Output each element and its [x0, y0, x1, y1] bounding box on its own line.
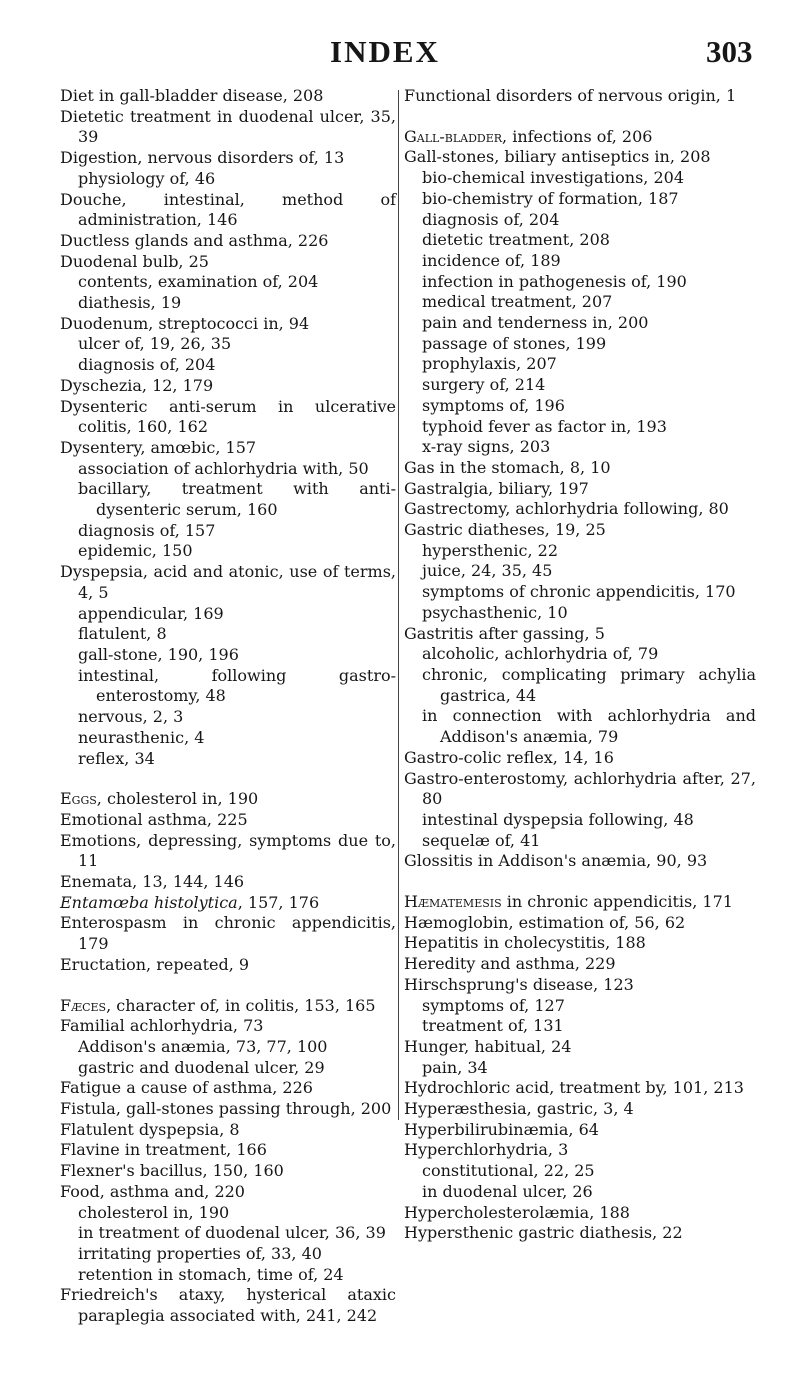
index-entry	[60, 913, 396, 954]
index-entry-text: Gastro-enterostomy, achlorhydria after, 27, 80	[404, 768, 756, 809]
index-entry-text: Glossitis in Addison's anæmia, 90, 93	[404, 851, 708, 871]
index-entry-text: Gall-stones, biliary antiseptics in, 208	[404, 147, 711, 167]
index-entry-text: gastric and duodenal ulcer, 29	[78, 1057, 325, 1077]
index-entry-text: Addison's anæmia, 73, 77, 100	[78, 1036, 328, 1056]
index-entry-text: Eructation, repeated, 9	[60, 954, 250, 974]
index-entry-text: dietetic treatment, 208	[422, 230, 610, 250]
index-entry	[60, 996, 396, 1017]
index-subentry	[404, 603, 756, 624]
index-entry	[404, 458, 756, 479]
index-entry-text: appendicular, 169	[78, 603, 224, 623]
index-entry-text: medical treatment, 207	[422, 292, 613, 312]
index-entry	[404, 975, 756, 996]
index-subentry	[60, 645, 396, 666]
index-entry	[404, 769, 756, 810]
index-entry	[60, 86, 396, 107]
index-entry-text: Friedreich's ataxy, hysterical ataxic paraplegia associated with, 241, 242	[60, 1285, 396, 1326]
index-subentry	[60, 334, 396, 355]
index-entry-text: Ductless glands and asthma, 226	[60, 230, 329, 250]
index-entry-text: Food, asthma and, 220	[60, 1181, 245, 1201]
index-subentry	[404, 437, 756, 458]
index-entry-text: intestinal, following gastro-enterostomy, 48	[78, 665, 396, 706]
index-entry-text: reflex, 34	[78, 748, 155, 768]
index-subentry	[404, 1016, 756, 1037]
index-entry-text: , infections of, 206	[502, 126, 653, 146]
index-entry-text: gall-stone, 190, 196	[78, 644, 239, 664]
index-heading-word: Hæmatemesis	[404, 892, 502, 912]
index-subentry	[60, 666, 396, 707]
index-entry-text: Enemata, 13, 144, 146	[60, 872, 245, 892]
index-entry	[60, 252, 396, 273]
index-entry-text: Gas in the stomach, 8, 10	[404, 457, 611, 477]
index-entry-text: , character of, in colitis, 153, 165	[106, 995, 376, 1015]
index-entry-text: psychasthenic, 10	[422, 602, 568, 622]
index-subentry	[404, 251, 756, 272]
index-subentry	[404, 831, 756, 852]
index-entry	[404, 520, 756, 541]
index-subentry	[60, 479, 396, 520]
index-entry	[404, 499, 756, 520]
index-subentry	[60, 1265, 396, 1286]
index-entry	[60, 376, 396, 397]
index-entry	[60, 314, 396, 335]
index-entry-text: Dysenteric anti-serum in ulcerative colitis, 160, 162	[60, 396, 396, 437]
index-entry-text: in duodenal ulcer, 26	[422, 1181, 593, 1201]
index-subentry	[404, 1182, 756, 1203]
index-entry-text: diathesis, 19	[78, 293, 182, 313]
index-entry-text: flatulent, 8	[78, 624, 167, 644]
index-entry-text: typhoid fever as factor in, 193	[422, 416, 667, 436]
index-subentry	[404, 210, 756, 231]
index-entry-text: passage of stones, 199	[422, 333, 607, 353]
index-subentry	[60, 1223, 396, 1244]
index-subentry	[404, 561, 756, 582]
index-entry-text: Flexner's bacillus, 150, 160	[60, 1161, 284, 1181]
index-subentry	[404, 189, 756, 210]
index-entry	[60, 107, 396, 148]
index-entry-text: contents, examination of, 204	[78, 272, 319, 292]
index-entry-text: Flatulent dyspepsia, 8	[60, 1119, 240, 1139]
index-entry-text: Duodenal bulb, 25	[60, 251, 209, 271]
index-entry-text: Hyperchlorhydria, 3	[404, 1140, 569, 1160]
index-entry	[60, 148, 396, 169]
index-entry	[404, 933, 756, 954]
index-entry	[404, 748, 756, 769]
index-entry-text: treatment of, 131	[422, 1016, 564, 1036]
index-entry-text: neurasthenic, 4	[78, 727, 205, 747]
index-entry-text: nervous, 2, 3	[78, 707, 184, 727]
index-entry	[404, 1140, 756, 1161]
index-entry	[60, 1285, 396, 1326]
index-entry-text: alcoholic, achlorhydria of, 79	[422, 644, 659, 664]
index-entry-text: pain, 34	[422, 1057, 488, 1077]
index-entry	[404, 86, 756, 107]
index-entry-text: Gastralgia, biliary, 197	[404, 478, 589, 498]
index-entry	[60, 810, 396, 831]
index-entry-text: cholesterol in, 190	[78, 1202, 230, 1222]
index-entry	[404, 127, 756, 148]
index-subentry	[404, 272, 756, 293]
index-entry-text: ulcer of, 19, 26, 35	[78, 334, 232, 354]
index-subentry	[60, 541, 396, 562]
index-entry-text: infection in pathogenesis of, 190	[422, 271, 687, 291]
index-subentry	[60, 749, 396, 770]
index-entry-text: Digestion, nervous disorders of, 13	[60, 148, 345, 168]
index-subentry	[60, 1037, 396, 1058]
index-entry-text: , 157, 176	[237, 892, 320, 912]
index-entry	[60, 231, 396, 252]
index-entry-text: Hepatitis in cholecystitis, 188	[404, 933, 646, 953]
index-subentry	[60, 1058, 396, 1079]
index-subentry	[404, 354, 756, 375]
index-subentry	[404, 541, 756, 562]
index-entry	[60, 562, 396, 603]
index-subentry	[404, 375, 756, 396]
index-entry	[60, 789, 396, 810]
index-entry	[404, 913, 756, 934]
index-entry-text: Heredity and asthma, 229	[404, 954, 616, 974]
index-entry	[60, 1161, 396, 1182]
index-entry-text: retention in stomach, time of, 24	[78, 1264, 344, 1284]
index-entry-text: association of achlorhydria with, 50	[78, 458, 369, 478]
column-divider	[398, 90, 399, 1120]
index-entry-text: Fistula, gall-stones passing through, 200	[60, 1099, 392, 1119]
index-entry-text: Duodenum, streptococci in, 94	[60, 313, 310, 333]
index-entry-text: prophylaxis, 207	[422, 354, 557, 374]
index-entry	[60, 1120, 396, 1141]
index-entry-text: symptoms of, 196	[422, 395, 565, 415]
index-subentry	[404, 334, 756, 355]
index-subentry	[404, 292, 756, 313]
index-entry	[404, 1203, 756, 1224]
index-entry-text: Dyschezia, 12, 179	[60, 375, 214, 395]
index-entry	[404, 1099, 756, 1120]
index-entry-text: bacillary, treatment with anti-dysenteric serum, 160	[78, 479, 396, 520]
index-entry	[404, 892, 756, 913]
index-subentry	[60, 624, 396, 645]
index-subentry	[404, 582, 756, 603]
index-entry	[60, 872, 396, 893]
index-subentry	[60, 355, 396, 376]
index-entry-text: x-ray signs, 203	[422, 437, 551, 457]
index-entry-text: Hypersthenic gastric diathesis, 22	[404, 1223, 683, 1243]
index-entry	[60, 893, 396, 914]
index-entry	[404, 851, 756, 872]
left-index-column	[60, 86, 396, 1327]
index-entry-text: bio-chemical investigations, 204	[422, 168, 684, 188]
index-entry	[404, 1078, 756, 1099]
index-entry-text: incidence of, 189	[422, 250, 561, 270]
index-entry	[404, 624, 756, 645]
index-entry-text: sequelæ of, 41	[422, 830, 541, 850]
index-entry-text: Hunger, habitual, 24	[404, 1036, 572, 1056]
index-entry-text: Hyperæsthesia, gastric, 3, 4	[404, 1099, 634, 1119]
index-subentry	[404, 168, 756, 189]
index-subentry	[60, 459, 396, 480]
index-subentry	[404, 313, 756, 334]
index-heading-word: Fæces	[60, 995, 107, 1015]
index-entry-text: in treatment of duodenal ulcer, 36, 39	[78, 1223, 386, 1243]
index-entry-text: irritating properties of, 33, 40	[78, 1243, 322, 1263]
index-subentry	[60, 169, 396, 190]
index-entry	[404, 1223, 756, 1244]
index-subentry	[404, 644, 756, 665]
index-entry-text: symptoms of chronic appendicitis, 170	[422, 582, 736, 602]
index-entry	[60, 438, 396, 459]
index-entry	[404, 954, 756, 975]
index-subentry	[60, 728, 396, 749]
index-entry	[60, 1078, 396, 1099]
index-entry-text: Gastro-colic reflex, 14, 16	[404, 747, 614, 767]
index-subentry	[404, 996, 756, 1017]
index-heading-word: Eggs	[60, 789, 97, 809]
index-italic-term: Entamœba histolytica	[60, 892, 238, 912]
index-entry-text: physiology of, 46	[78, 168, 216, 188]
index-subentry	[60, 1244, 396, 1265]
index-entry-text: symptoms of, 127	[422, 995, 565, 1015]
index-subentry	[60, 272, 396, 293]
index-entry-text: juice, 24, 35, 45	[422, 561, 553, 581]
index-subentry	[404, 230, 756, 251]
index-entry-text: Fatigue a cause of asthma, 226	[60, 1078, 313, 1098]
index-entry	[404, 1120, 756, 1141]
page-number: 303	[706, 34, 753, 69]
index-entry	[60, 397, 396, 438]
index-entry-text: Dyspepsia, acid and atonic, use of terms, 4, 5	[60, 562, 396, 602]
index-entry-text: epidemic, 150	[78, 541, 193, 561]
index-subentry	[60, 1203, 396, 1224]
index-entry-text: Dysentery, amœbic, 157	[60, 437, 257, 457]
index-entry-text: Emotional asthma, 225	[60, 809, 248, 829]
index-entry-text: chronic, complicating primary achylia gastrica, 44	[422, 664, 756, 705]
index-entry-text: diagnosis of, 157	[78, 520, 216, 540]
index-entry-text: Flavine in treatment, 166	[60, 1140, 267, 1160]
index-entry-text: Enterospasm in chronic appendicitis, 179	[60, 913, 396, 954]
index-entry-text: Emotions, depressing, symptoms due to, 11	[60, 830, 396, 871]
index-entry-text: Hæmoglobin, estimation of, 56, 62	[404, 912, 686, 932]
index-entry	[60, 1182, 396, 1203]
index-entry	[60, 1140, 396, 1161]
index-subentry	[60, 604, 396, 625]
index-entry-text: Functional disorders of nervous origin, 1	[404, 86, 737, 105]
index-entry	[60, 955, 396, 976]
index-subentry	[404, 417, 756, 438]
index-entry-text: hypersthenic, 22	[422, 540, 559, 560]
index-entry	[404, 147, 756, 168]
index-entry	[60, 1016, 396, 1037]
index-entry	[60, 831, 396, 872]
index-entry-text: diagnosis of, 204	[422, 209, 560, 229]
index-subentry	[404, 1161, 756, 1182]
index-entry-text: Gastric diatheses, 19, 25	[404, 520, 606, 540]
index-entry-text: surgery of, 214	[422, 375, 546, 395]
index-entry-text: bio-chemistry of formation, 187	[422, 188, 679, 208]
index-entry	[404, 1037, 756, 1058]
index-subentry	[404, 810, 756, 831]
index-heading-word: Gall-bladder	[404, 126, 503, 146]
index-subentry	[60, 521, 396, 542]
index-entry-text: in chronic appendicitis, 171	[501, 892, 733, 912]
index-entry-text: constitutional, 22, 25	[422, 1161, 595, 1181]
index-subentry	[404, 396, 756, 417]
index-entry	[404, 479, 756, 500]
index-entry-text: Hirschsprung's disease, 123	[404, 974, 634, 994]
index-entry-text: in connection with achlorhydria and Addison's anæmia, 79	[422, 706, 756, 747]
index-entry	[60, 1099, 396, 1120]
index-subentry	[404, 1058, 756, 1079]
index-entry-text: Diet in gall-bladder disease, 208	[60, 86, 324, 105]
index-subentry	[60, 293, 396, 314]
index-entry-text: pain and tenderness in, 200	[422, 313, 649, 333]
index-entry-text: diagnosis of, 204	[78, 355, 216, 375]
index-entry-text: Hyperbilirubinæmia, 64	[404, 1119, 599, 1139]
index-subentry	[404, 665, 756, 706]
page-header-title: INDEX	[330, 34, 440, 69]
right-index-column	[404, 86, 756, 1244]
index-entry-text: Hydrochloric acid, treatment by, 101, 213	[404, 1078, 744, 1098]
index-entry-text: Gastrectomy, achlorhydria following, 80	[404, 499, 729, 519]
index-entry-text: , cholesterol in, 190	[96, 789, 259, 809]
index-entry-text: Familial achlorhydria, 73	[60, 1016, 264, 1036]
index-subentry	[404, 706, 756, 747]
index-subentry	[60, 707, 396, 728]
index-entry-text: Douche, intestinal, method of administration, 146	[60, 189, 396, 230]
index-entry-text: intestinal dyspepsia following, 48	[422, 809, 694, 829]
index-entry-text: Dietetic treatment in duodenal ulcer, 35, 39	[60, 106, 396, 147]
index-entry-text: Gastritis after gassing, 5	[404, 623, 605, 643]
index-entry	[60, 190, 396, 231]
index-entry-text: Hypercholesterolæmia, 188	[404, 1202, 630, 1222]
